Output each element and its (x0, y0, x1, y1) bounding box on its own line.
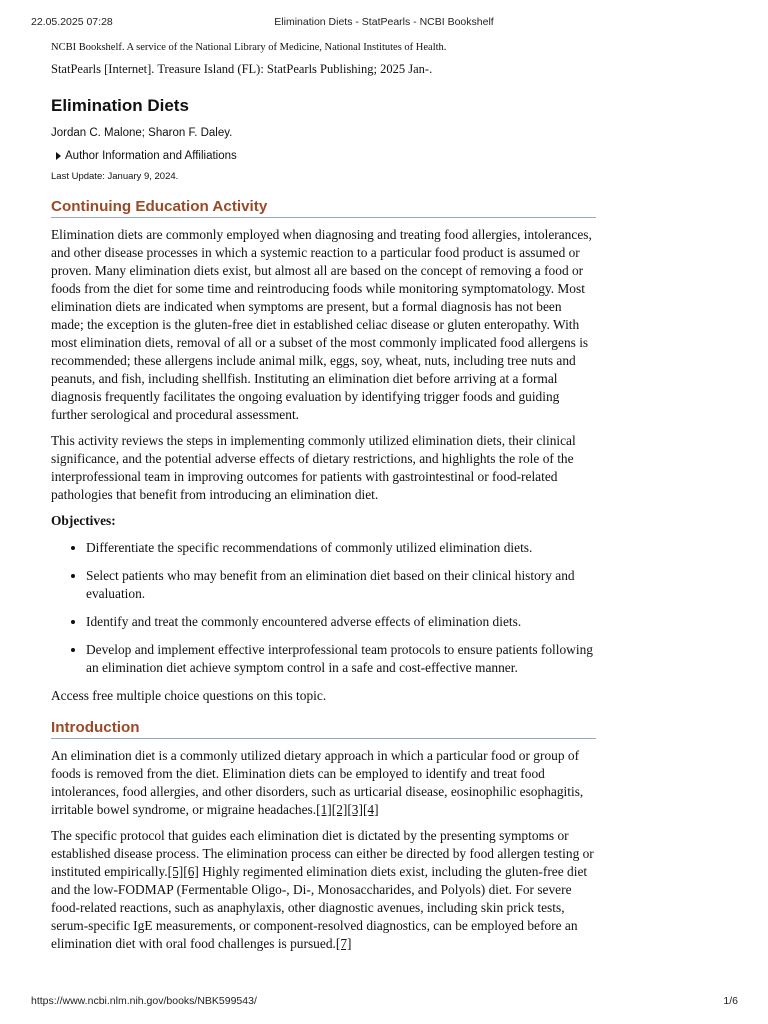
intro-paragraph-2 (51, 827, 596, 953)
ncbi-bookshelf-line: NCBI Bookshelf. A service of the National Library of Medicine, National Institutes of Health. (51, 42, 447, 53)
citation-link[interactable]: [7] (335, 936, 352, 951)
intro-p2-text-b: Highly regimented elimination diets exist, including the gluten-free diet and the low-FODMAP (Fermentable Oligo-, Di-, Monosaccharides, and Polyols) diet. For severe food-related reactions, such as anaphylaxis, other diagnostic avenues, including skin prick tests, serum-specific IgE measurements, or component-resolved diagnostics, can be employed before an elimination diet with oral food challenges is pursued. (51, 864, 588, 951)
print-page-title: Elimination Diets - StatPearls - NCBI Bookshelf (274, 16, 494, 28)
cea-paragraph-1: Elimination diets are commonly employed when diagnosing and treating food allergies, intolerances, and other disease processes in which a systemic reaction to a particular food product is assumed or proven. Many elimination diets exist, but almost all are based on the concept of removing a food or foods from the diet for some time and reintroducing foods while monitoring symptomatology. Most elimination diets are indicated when symptoms are present, but a formal diagnosis has not been made; the exception is the gluten-free diet in established celiac disease or gluten enteropathy. With most elimination diets, removal of all or a subset of the most commonly implicated food allergens is recommended; these allergens include animal milk, eggs, soy, wheat, nuts, including tree nuts and peanuts, and fish, including shellfish. Instituting an elimination diet before arriving at a formal diagnosis frequently facilitates the ongoing evaluation by identifying trigger foods and guiding further serological and procedural assessment. (51, 227, 592, 422)
author-affiliations-label: Author Information and Affiliations (65, 150, 237, 162)
section-heading-introduction: Introduction (51, 719, 596, 739)
author-affiliations-toggle[interactable] (56, 149, 596, 163)
print-footer (0, 995, 768, 1011)
intro-p2-text-a: The specific protocol that guides each elimination diet is dictated by the presenting symptoms or established disease process. The elimination process can either be directed by food allergen testing or instituted empirically. (51, 828, 594, 879)
article-content (51, 41, 596, 953)
citation-link[interactable]: [5][6] (167, 864, 199, 879)
intro-p1-text: An elimination diet is a commonly utilized dietary approach in which a particular food or group of foods is removed from the diet. Elimination diets can be employed to identify and treat food intolerances, food allergies, and other disorders, such as urticarial disease, eosinophilic esophagitis, irritable bowel syndrome, or migraine headaches. (51, 748, 584, 817)
article-title: Elimination Diets (51, 96, 189, 115)
objectives-list (51, 539, 596, 677)
section-heading-cea: Continuing Education Activity (51, 198, 596, 218)
objective-item: • Select patients who may benefit from an elimination diet based on their clinical history and evaluation. (86, 567, 596, 603)
citation-link[interactable]: [1][2][3][4] (316, 802, 379, 817)
print-header (0, 16, 768, 32)
cea-paragraph-2: This activity reviews the steps in implementing commonly utilized elimination diets, their clinical significance, and the potential adverse effects of dietary restrictions, and highlights the role of the interprofessional team in improving outcomes for patients with gastrointestinal or food-related pathologies that benefit from introducing an elimination diet. (51, 433, 576, 502)
expand-triangle-icon (56, 152, 61, 160)
access-questions-link[interactable]: Access free multiple choice questions on this topic. (51, 688, 327, 703)
objective-item: • Develop and implement effective interprofessional team protocols to ensure patients following an elimination diet achieve symptom control in a safe and cost-effective manner. (86, 641, 596, 677)
objective-item: • Identify and treat the commonly encountered adverse effects of elimination diets. (86, 613, 596, 631)
publication-line: StatPearls [Internet]. Treasure Island (FL): StatPearls Publishing; 2025 Jan-. (51, 62, 433, 76)
last-update: Last Update: January 9, 2024. (51, 171, 179, 182)
objective-item: • Differentiate the specific recommendations of commonly utilized elimination diets. (86, 539, 596, 557)
print-page-number: 1/6 (723, 995, 738, 1007)
article-authors: Jordan C. Malone; Sharon F. Daley. (51, 127, 233, 139)
print-url: https://www.ncbi.nlm.nih.gov/books/NBK599543/ (31, 995, 257, 1007)
objectives-heading: Objectives: (51, 513, 116, 528)
intro-paragraph-1 (51, 747, 596, 819)
print-date: 22.05.2025 07:28 (31, 16, 113, 28)
